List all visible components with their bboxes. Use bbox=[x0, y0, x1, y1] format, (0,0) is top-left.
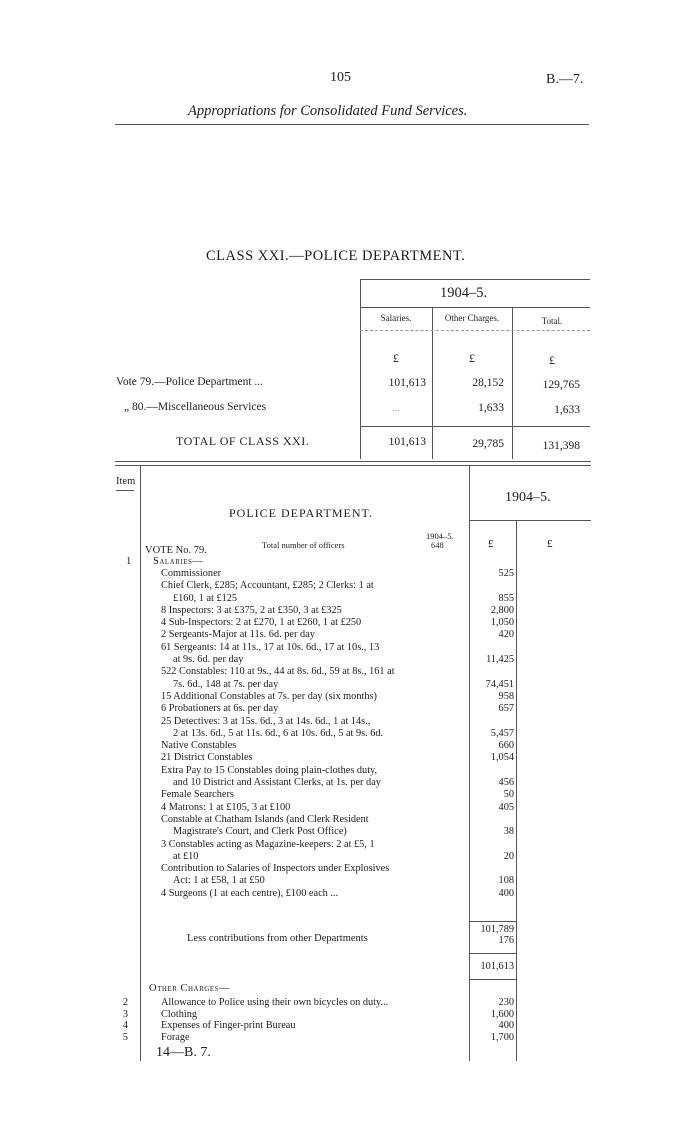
other-charge-lines bbox=[161, 997, 471, 1043]
other-charge-line: Forage bbox=[161, 1031, 190, 1043]
currency-total: £ bbox=[549, 353, 555, 367]
salary-amounts bbox=[470, 568, 514, 900]
summary-row-other: 1,633 bbox=[478, 402, 504, 414]
summary-total-rule bbox=[360, 426, 590, 427]
summary-year: 1904–5. bbox=[440, 285, 488, 301]
less-contributions-amount: 176 bbox=[498, 935, 514, 946]
total-column-divider bbox=[516, 520, 517, 1061]
other-item-number: 4 bbox=[122, 1020, 128, 1032]
other-charge-amounts bbox=[470, 997, 514, 1043]
salary-line: Contribution to Salaries of Inspectors under Explosives bbox=[161, 863, 390, 875]
summary-top-rule bbox=[360, 279, 590, 280]
salary-line: 4 Surgeons (1 at each centre), £100 each ... bbox=[161, 887, 339, 899]
item-header-rule bbox=[116, 490, 134, 491]
salary-amount: 11,425 bbox=[486, 654, 514, 666]
salary-line: 25 Detectives: 3 at 15s. 6d., 3 at 14s. 6d., 1 at 14s., bbox=[161, 715, 371, 727]
salary-line: 4 Matrons: 1 at £105, 3 at £100 bbox=[161, 801, 291, 813]
summary-row-other: 28,152 bbox=[472, 377, 504, 389]
summary-total-other: 29,785 bbox=[472, 438, 504, 450]
running-title: Appropriations for Consolidated Fund Services. bbox=[188, 103, 468, 119]
salary-line: Constable at Chatham Islands (and Clerk Resident bbox=[161, 813, 369, 825]
summary-row-total: 129,765 bbox=[542, 379, 580, 391]
summary-total-label: TOTAL OF CLASS XXI. bbox=[176, 434, 310, 448]
currency-total-col: £ bbox=[547, 538, 553, 550]
salary-line: Native Constables bbox=[161, 740, 237, 752]
col-total: Total. bbox=[541, 316, 563, 326]
item-number: 1 bbox=[126, 556, 132, 567]
officers-year: 1904–5. bbox=[426, 531, 454, 541]
currency-other: £ bbox=[469, 351, 475, 365]
salary-line: 8 Inspectors: 3 at £375, 2 at £350, 3 at £325 bbox=[161, 604, 342, 616]
summary-row-salaries: 101,613 bbox=[388, 377, 426, 389]
officers-label: Total number of officers bbox=[262, 540, 345, 550]
salary-amount: 74,451 bbox=[485, 678, 514, 690]
summary-total-salaries: 101,613 bbox=[388, 436, 426, 448]
salaries-heading: Salaries— bbox=[153, 556, 204, 567]
summary-total-total: 131,398 bbox=[542, 440, 580, 452]
salary-amount: 525 bbox=[498, 568, 514, 579]
other-charge-amount: 230 bbox=[498, 997, 514, 1008]
class-title: CLASS XXI.—POLICE DEPARTMENT. bbox=[206, 248, 466, 264]
salary-amount: 400 bbox=[498, 887, 514, 899]
salary-lines bbox=[161, 568, 471, 900]
other-charge-amount: 1,600 bbox=[490, 1008, 514, 1020]
other-charge-line: Clothing bbox=[161, 1008, 198, 1020]
header-rule bbox=[115, 124, 589, 125]
officers-count: 648 bbox=[431, 540, 444, 550]
salary-amount: 456 bbox=[498, 777, 514, 789]
salary-line: 7s. 6d., 148 at 7s. per day bbox=[173, 678, 279, 690]
other-charge-amount: 400 bbox=[498, 1020, 514, 1032]
col-salaries: Salaries. bbox=[380, 313, 412, 323]
salary-amount: 958 bbox=[498, 690, 514, 702]
other-item-numbers bbox=[110, 997, 128, 1043]
item-header: Item bbox=[116, 476, 136, 487]
net-bottom-rule bbox=[469, 979, 516, 980]
summary-row-label: „ 80.—Miscellaneous Services bbox=[124, 401, 267, 413]
page-number: 105 bbox=[330, 70, 351, 85]
summary-year-rule bbox=[360, 307, 590, 308]
salary-amount bbox=[470, 863, 514, 875]
salary-line: at 9s. 6d. per day bbox=[173, 654, 244, 666]
year-rule bbox=[469, 520, 591, 521]
salary-line: at £10 bbox=[173, 850, 199, 862]
other-item-number: 3 bbox=[122, 1008, 128, 1020]
other-charge-line: Expenses of Finger-print Bureau bbox=[161, 1020, 296, 1032]
summary-row-total: 1,633 bbox=[554, 404, 580, 416]
salary-line: 15 Additional Constables at 7s. per day (six months) bbox=[161, 690, 377, 702]
salary-line: Act: 1 at £58, 1 at £50 bbox=[173, 875, 265, 887]
salary-line: £160, 1 at £125 bbox=[173, 592, 238, 604]
salary-amount: 1,050 bbox=[490, 617, 514, 629]
other-charge-line: Allowance to Police using their own bicycles on duty... bbox=[161, 997, 389, 1008]
salary-amount bbox=[470, 765, 514, 777]
salary-amount: 5,457 bbox=[490, 727, 514, 739]
salary-line: 2 Sergeants-Major at 11s. 6d. per day bbox=[161, 629, 315, 641]
document-reference: B.—7. bbox=[546, 72, 584, 87]
salary-amount: 50 bbox=[503, 789, 514, 801]
summary-row-label: Vote 79.—Police Department ... bbox=[116, 376, 264, 388]
salary-line: and 10 District and Assistant Clerks, at 1s. per day bbox=[173, 777, 381, 789]
department-title: POLICE DEPARTMENT. bbox=[229, 506, 373, 520]
summary-header-rule bbox=[360, 330, 590, 331]
salary-amount bbox=[470, 666, 514, 678]
subtotal-rule bbox=[469, 921, 516, 922]
salary-amount: 1,054 bbox=[490, 752, 514, 764]
salary-amount: 405 bbox=[498, 801, 514, 813]
salary-line: Chief Clerk, £285; Accountant, £285; 2 Clerks: 1 at bbox=[161, 580, 374, 592]
salary-amount bbox=[470, 839, 514, 851]
item-column-divider bbox=[140, 465, 141, 1061]
detail-top-rule bbox=[115, 461, 591, 462]
footer-signature: 14—B. 7. bbox=[156, 1045, 211, 1060]
net-rule bbox=[469, 953, 516, 954]
currency-amount-col: £ bbox=[488, 538, 494, 550]
salary-amount bbox=[470, 642, 514, 654]
salary-amount: 20 bbox=[503, 850, 514, 862]
other-charge-amount: 1,700 bbox=[490, 1031, 514, 1043]
salary-line: 61 Sergeants: 14 at 11s., 17 at 10s. 6d., 17 at 10s., 13 bbox=[161, 641, 380, 653]
other-item-number: 5 bbox=[122, 1031, 128, 1043]
salary-amount: 855 bbox=[498, 592, 514, 604]
salary-line: Commissioner bbox=[161, 568, 222, 579]
detail-year: 1904–5. bbox=[505, 490, 551, 505]
salary-amount: 38 bbox=[503, 826, 514, 838]
salary-line: Extra Pay to 15 Constables doing plain-clothes duty, bbox=[161, 764, 378, 776]
salary-line: 3 Constables acting as Magazine-keepers: 2 at £5, 1 bbox=[161, 838, 375, 850]
detail-top-rule-2 bbox=[115, 465, 591, 466]
salary-amount: 2,800 bbox=[490, 604, 514, 616]
other-item-number: 2 bbox=[122, 997, 128, 1008]
other-charges-heading: Other Charges— bbox=[149, 983, 230, 994]
salaries-subtotal: 101,789 bbox=[480, 924, 514, 935]
salary-line: 4 Sub-Inspectors: 2 at £270, 1 at £260, 1 at £250 bbox=[161, 617, 362, 629]
salary-line: Magistrate's Court, and Clerk Post Office) bbox=[173, 826, 347, 838]
salary-line: 21 District Constables bbox=[161, 752, 253, 764]
col-other-charges: Other Charges. bbox=[444, 313, 500, 323]
salary-amount: 420 bbox=[498, 629, 514, 641]
net-salaries: 101,613 bbox=[480, 961, 514, 972]
currency-salaries: £ bbox=[393, 351, 399, 365]
salary-amount bbox=[470, 814, 514, 826]
summary-divider-1 bbox=[360, 279, 361, 459]
salary-line: 2 at 13s. 6d., 5 at 11s. 6d., 6 at 10s. 6d., 5 at 9s. 6d. bbox=[173, 727, 384, 739]
salary-line: Female Searchers bbox=[161, 789, 234, 801]
salary-amount: 108 bbox=[498, 875, 514, 887]
salary-amount: 657 bbox=[498, 703, 514, 715]
salary-amount bbox=[470, 716, 514, 728]
salary-line: 522 Constables: 110 at 9s., 44 at 8s. 6d., 59 at 8s., 161 at bbox=[161, 666, 395, 678]
summary-row-salaries: ... bbox=[391, 402, 401, 414]
salary-amount bbox=[470, 580, 514, 592]
salary-line: 6 Probationers at 6s. per day bbox=[161, 703, 279, 715]
less-contributions-label: Less contributions from other Departments bbox=[187, 933, 368, 944]
salary-amount: 660 bbox=[498, 740, 514, 752]
vote-label: VOTE No. 79. bbox=[145, 545, 207, 556]
